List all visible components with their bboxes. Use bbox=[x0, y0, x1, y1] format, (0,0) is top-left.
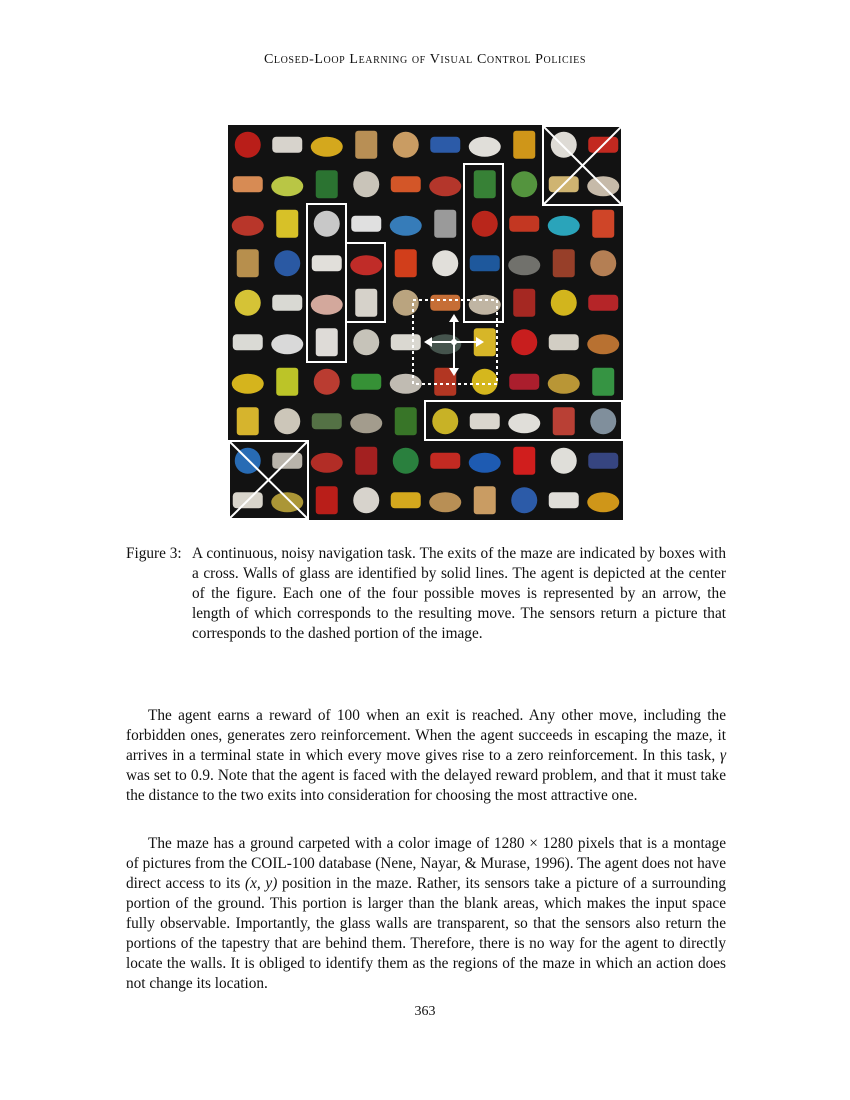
figure-caption-text: A continuous, noisy navigation task. The exits of the maze are indicated by boxes with a cross. Walls of glass are identified by solid lines. The agent is depicted at the center of the figure. Each one of the four possible moves is represented by an arrow, the length of which corresponds to the resulting move. The sensors return a picture that corresponds to the dashed portion of the image. bbox=[192, 545, 726, 642]
page-number: 363 bbox=[414, 1004, 436, 1019]
running-head: Closed-Loop Learning of Visual Control Policies bbox=[263, 52, 587, 67]
maze-figure bbox=[228, 125, 623, 520]
figure-label: Figure 3: bbox=[126, 545, 182, 562]
coil-montage-maze-image bbox=[228, 125, 623, 520]
body-paragraph-2: The maze has a ground carpeted with a color image of 1280 × 1280 pixels that is a montage of pictures from the COIL-100 database (Nene, Nayar, & Murase, 1996). The agent does not have direct access to its (x, y) position in the maze. Rather, its sensors take a picture of a surrounding portion of the ground. This portion is larger than the blank areas, which makes the input space fully observable. Importantly, the glass walls are transparent, so that the sensors also return the portions of the tapestry that are behind them. Therefore, there is no way for the agent to directly locate the walls. It is obliged to identify them as the regions of the maze in which an action does not change its location. bbox=[126, 835, 726, 992]
body-paragraph-1: The agent earns a reward of 100 when an exit is reached. Any other move, including the forbidden ones, generates zero reinforcement. When the agent succeeds in escaping the maze, it arrives in a terminal state in which every move gives rise to a zero reinforcement. In this task, γ was set to 0.9. Note that the agent is faced with the delayed reward problem, and that it must take the distance to the two exits into consideration for choosing the most attractive one. bbox=[126, 707, 726, 804]
figure-caption bbox=[126, 544, 726, 644]
